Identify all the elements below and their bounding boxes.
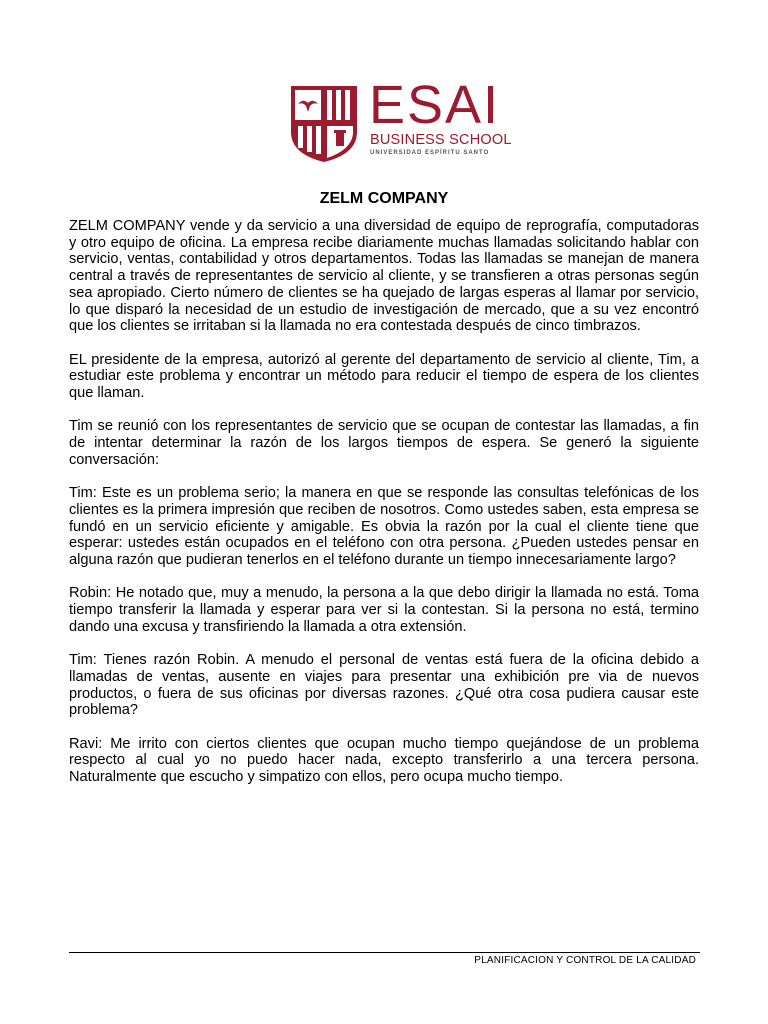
esai-logo xyxy=(289,75,512,164)
paragraph-meeting: Tim se reunió con los representantes de servicio que se ocupan de contestar las llamadas, a fin de intentar determinar la razón de los largos tiempos de espera. Se generó la siguiente conversación: xyxy=(69,418,699,468)
shield-icon xyxy=(289,84,359,164)
logo-university: UNIVERSIDAD ESPÍRITU SANTO xyxy=(370,150,490,156)
paragraph-president: EL presidente de la empresa, autorizó al gerente del departamento de servicio al cliente, Tim, a estudiar este problema y encontrar un método para reducir el tiempo de espera de los clientes que llaman. xyxy=(69,351,699,402)
footer-divider xyxy=(69,952,700,953)
document-title: ZELM COMPANY xyxy=(319,190,449,207)
logo-subtitle: BUSINESS SCHOOL xyxy=(370,132,512,148)
paragraph-robin: Robin: He notado que, muy a menudo, la persona a la que debo dirigir la llamada no está. Toma tiempo transferir la llamada y esperar para ver si la contestan. Si la persona no está, termino dando una excusa y transfiriendo la llamada a otra extensión. xyxy=(69,585,699,635)
logo-wordmark: ESAI xyxy=(369,75,501,135)
footer-text: PLANIFICACION Y CONTROL DE LA CALIDAD xyxy=(474,955,696,966)
paragraph-tim-2: Tim: Tienes razón Robin. A menudo el personal de ventas está fuera de la oficina debido a llamadas de ventas, ausente en viajes para presentar una exhibición pre via de nuevos productos, o fuera de sus oficinas por diversas razones. ¿Qué otra cosa pudiera causar este problema? xyxy=(69,652,699,719)
document-body xyxy=(69,218,699,803)
paragraph-ravi: Ravi: Me irrito con ciertos clientes que ocupan mucho tiempo quejándose de un problema respecto al cual yo no puedo hacer nada, excepto transferirlo a una tercera persona. Naturalmente que escucho y simpatizo con ellos, pero ocupa mucho tiempo. xyxy=(69,735,699,786)
paragraph-intro: ZELM COMPANY vende y da servicio a una diversidad de equipo de reprografía, computadoras y otro equipo de oficina. La empresa recibe diariamente muchas llamadas solicitando hablar con servicio, ventas, contabilidad y otros departamentos. Todas las llamadas se manejan de manera central a través de representantes de servicio al cliente, y se transfieren a otras personas según sea apropiado. Cierto número de clientes se ha quejado de largas esperas al llamar por servicio, lo que disparó la necesidad de un estudio de investigación de mercado, que a su vez encontró que los clientes se irritaban si la llamada no era contestada después de cinco timbrazos. xyxy=(69,218,699,335)
paragraph-tim-1: Tim: Este es un problema serio; la manera en que se responde las consultas telefónicas de los clientes es la primera impresión que reciben de nosotros. Como ustedes saben, esta empresa se fundó en un servicio eficiente y amigable. Es obvia la razón por la cual el cliente tiene que esperar: ustedes están ocupados en el teléfono con otra persona. ¿Pueden ustedes pensar en alguna razón que pudieran tenerlos en el teléfono durante un tiempo innecesariamente largo? xyxy=(69,485,699,569)
